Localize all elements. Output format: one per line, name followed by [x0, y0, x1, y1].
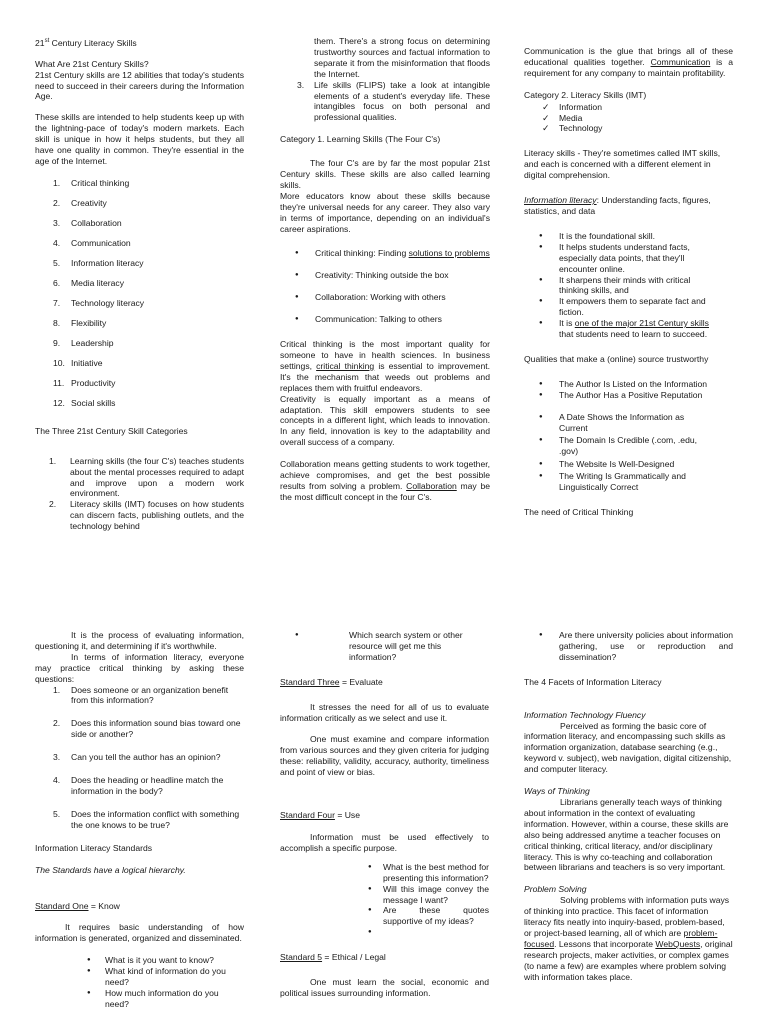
category-1-heading: Category 1. Learning Skills (The Four C's)	[280, 134, 441, 145]
list-item: 4. Does the heading or headline match the information in the body?	[53, 775, 224, 796]
hierarchy-note: The Standards have a logical hierarchy.	[35, 864, 186, 875]
standard-three-description-2: One must examine and compare information from various sources and they given criteria for judging these: reliability, validity, accuracy, authority, timeliness and point of view or bias.	[280, 734, 489, 778]
list-item: 12. Social skills	[53, 397, 116, 408]
list-item: 3. Collaboration	[53, 217, 122, 228]
policy-question-list	[524, 630, 733, 663]
list-item: ● Collaboration: Working with others	[280, 292, 490, 303]
categories-heading: The Three 21st Century Skill Categories	[35, 425, 188, 436]
webquests-link[interactable]: WebQuests	[655, 938, 701, 949]
list-item: 8. Flexibility	[53, 317, 107, 328]
need-critical-thinking-heading: The need of Critical Thinking	[524, 507, 634, 517]
list-item: ● What kind of information do you need?	[87, 966, 244, 988]
search-question-list	[280, 630, 489, 663]
list-item: ● Will this image convey the message I want?	[280, 884, 489, 906]
skills-list	[35, 178, 244, 409]
solutions-link[interactable]: solutions to problems	[408, 247, 490, 258]
itf-heading: Information Technology Fluency	[524, 709, 646, 720]
list-item: ● The Writing Is Grammatically and Linguistically Correct	[524, 471, 709, 493]
communication-paragraph: Communication is the glue that brings all of these educational qualities together. Communication is a requirement for any company to maintain profitability.	[524, 46, 733, 78]
critical-thinking-definition: It is the process of evaluating information, questioning it, and determining if it's worthwhile.	[35, 630, 244, 651]
list-item: ● It sharpens their minds with critical thinking skills, and	[524, 275, 709, 297]
standard-five-description: One must learn the social, economic and political issues surrounding information.	[280, 977, 489, 999]
collaboration-paragraph: Collaboration means getting students to work together, achieve compromises, and get the best possible results from solving a problem. Collaboration may be the most difficult concept in the four C's.	[280, 459, 490, 502]
problem-focused-link[interactable]: problem-focused	[524, 927, 718, 949]
list-item: ● The Author Has a Positive Reputation	[524, 390, 733, 401]
literacy-skills-paragraph: Literacy skills - They're sometimes called IMT skills, and each is concerned with a different element in digital comprehension.	[524, 148, 721, 181]
standard-one-questions	[35, 955, 244, 1010]
list-item: ✓ Media	[524, 113, 733, 124]
ways-of-thinking-description: Librarians generally teach ways of thinking about information in the context of evaluating information. However, within a course, these skills are also being addressed anytime a teacher focuses on critical thinking, critical literacy, and/or disciplinary literacy. This is why co-teaching and collaboration between librarians and teachers is so very important.	[524, 796, 729, 873]
bottom-left-column	[35, 630, 244, 1010]
critical-thinking-link[interactable]: critical thinking	[316, 360, 375, 371]
four-cs-paragraph-2: More educators know about these skills because they're universal needs for any career. They also vary in terms of importance, depending on an individual's career aspirations.	[280, 190, 490, 234]
qualities-list-b	[524, 412, 733, 493]
major-skills-link[interactable]: one of the major 21st Century skills	[574, 318, 709, 329]
list-item: 1. Critical thinking	[53, 177, 130, 188]
list-item: ● Critical thinking: Finding solutions to problems	[280, 248, 490, 259]
qualities-heading: Qualities that make a (online) source trustworthy	[524, 353, 709, 364]
list-item: them. There's a strong focus on determining trustworthy sources and factual information to separate it from the misinformation that floods the Internet.	[314, 36, 490, 79]
list-item: ● It is the foundational skill.	[524, 231, 709, 242]
list-item: 2. Does this information sound bias toward one side or another?	[53, 718, 241, 740]
categories-list	[35, 456, 244, 532]
communication-link[interactable]: Communication	[650, 56, 711, 67]
list-item: 7. Technology literacy	[53, 297, 145, 308]
standard-four-questions	[280, 862, 489, 938]
critical-thinking-paragraph: Critical thinking is the most important quality for someone to have in health sciences. In business settings, critical thinking is essential to improvement. It's the mechanism that weeds out problems and replaces them with fruitful endeavors.	[280, 339, 491, 393]
bottom-right-column	[524, 630, 733, 982]
list-item: ● It is one of the major 21st Century skills that students need to learn to succeed.	[524, 318, 709, 340]
list-item: ● Are there university policies about information gathering, use or reproduction and dissemination?	[524, 630, 733, 663]
list-item: 5. Does the information conflict with something the one knows to be true?	[53, 808, 240, 830]
list-item: ● The Website Is Well-Designed	[524, 459, 709, 470]
standard-one-link[interactable]: Standard One	[35, 900, 89, 911]
list-item: ● The Domain Is Credible (.com, .edu, .gov)	[524, 435, 709, 457]
list-item: ● How much information do you need?	[87, 988, 244, 1010]
list-item: ● What is the best method for presenting this information?	[280, 862, 489, 884]
problem-solving-heading: Problem Solving	[524, 884, 587, 895]
four-cs-list	[280, 248, 490, 326]
standard-one-heading: Standard One = Know	[35, 900, 120, 911]
list-item: ● The Author Is Listed on the Information	[524, 379, 733, 390]
list-item: 2. Literacy skills (IMT) focuses on how students can discern facts, publishing outlets, and the technology behind	[49, 499, 244, 532]
list-item: 1. Learning skills (the four C's) teaches students about the mental processes required to adapt and improve upon a modern work environment.	[49, 455, 244, 499]
problem-solving-description: Solving problems with information puts ways of thinking into practice. This facet of information literacy fits neatly into inquiry-based, problem-based, or project-based learning, all of which are problem-focused. Lessons that incorporate WebQuests, original research projects, maker activities, or complex games (to name a few) are examples where problem solving with information takes place.	[524, 895, 733, 982]
standard-three-description: It stresses the need for all of us to evaluate information critically as we select and use it.	[280, 701, 489, 723]
list-item: ● What is it you want to know?	[87, 955, 244, 966]
intro-paragraph: 21st Century skills are 12 abilities that today's students need to succeed in their careers during the Information Age.	[35, 69, 244, 102]
bottom-middle-column	[280, 630, 489, 999]
list-item: ● Creativity: Thinking outside the box	[280, 270, 490, 281]
creativity-paragraph: Creativity is equally important as a means of adaptation. This skill empowers students to see concepts in a different light, which leads to innovation. In any field, innovation is key to the adaptability and overall success of a company.	[280, 393, 490, 448]
standard-three-heading: Standard Three = Evaluate	[280, 676, 383, 687]
list-item: 6. Media literacy	[53, 277, 125, 288]
standards-heading: Information Literacy Standards	[35, 842, 153, 853]
information-literacy-definition: Information literacy: Understanding facts, figures, statistics, and data	[524, 195, 711, 216]
list-item: ● It empowers them to separate fact and fiction.	[524, 296, 709, 318]
ways-of-thinking-heading: Ways of Thinking	[524, 786, 590, 797]
facets-heading: The 4 Facets of Information Literacy	[524, 676, 662, 687]
information-literacy-link[interactable]: Information literacy	[524, 195, 597, 206]
list-item: 3. Can you tell the author has an opinion?	[53, 752, 221, 763]
list-item: ● It helps students understand facts, especially data points, that they'll encounter online.	[524, 242, 709, 275]
top-right-column	[524, 46, 733, 518]
list-item: ✓ Technology	[524, 123, 733, 134]
list-item: 2. Creativity	[53, 197, 107, 208]
standard-three-link[interactable]: Standard Three	[280, 676, 340, 687]
list-item: 9. Leadership	[53, 337, 114, 348]
list-item: ● Which search system or other resource will get me this information?	[280, 630, 489, 663]
list-item	[280, 927, 489, 938]
list-item: 5. Information literacy	[53, 257, 144, 268]
top-middle-column	[280, 36, 490, 503]
collaboration-link[interactable]: Collaboration	[406, 481, 457, 491]
list-item: 10. Initiative	[53, 357, 103, 368]
information-literacy-list	[524, 231, 733, 340]
list-item: ● A Date Shows the Information as Current	[524, 412, 709, 434]
category-2-heading: Category 2. Literacy Skills (IMT)	[524, 89, 647, 100]
standard-four-heading: Standard Four = Use	[280, 810, 361, 821]
list-item: ● Are these quotes supportive of my ideas?	[280, 905, 489, 927]
standard-one-description: It requires basic understanding of how information is generated, organized and disseminated.	[35, 922, 244, 944]
list-item: 11. Productivity	[53, 377, 116, 388]
standard-five-link[interactable]: Standard 5	[280, 952, 323, 963]
top-left-column	[35, 36, 244, 532]
list-item: ✓ Information	[524, 102, 733, 113]
question-heading: What Are 21st Century Skills?	[35, 58, 149, 69]
imt-list	[524, 101, 733, 135]
qualities-list-a	[524, 379, 733, 401]
itf-description: Perceived as forming the basic core of information literacy, and encompassing such skills as information organization, database searching (e.g., keyword v. subject), web navigation, digital citizenship, and computer literacy.	[524, 720, 732, 775]
questions-list	[35, 685, 244, 831]
critical-thinking-questions-intro: In terms of information literacy, everyone may practice critical thinking by asking these questions:	[35, 651, 244, 684]
intro-paragraph-2: These skills are intended to help students keep up with the lightning-pace of today's modern markets. Each skill is unique in how it helps students, but they all have one quality in common. They're essential in the age of the Internet.	[35, 112, 244, 167]
list-item: 1. Does someone or an organization benefit from this information?	[53, 684, 229, 706]
standard-five-heading: Standard 5 = Ethical / Legal	[280, 952, 386, 963]
standard-four-description: Information must be used effectively to accomplish a specific purpose.	[280, 831, 489, 853]
list-item: 3. Life skills (FLIPS) take a look at intangible elements of a student's everyday life. These intangibles focus on both personal and professional qualities.	[297, 79, 490, 123]
list-item: 4. Communication	[53, 237, 131, 248]
categories-list-continued	[280, 36, 490, 123]
four-cs-paragraph: The four C's are by far the most popular 21st Century skills. These skills are also called learning skills.	[280, 158, 490, 190]
list-item: ● Communication: Talking to others	[280, 314, 490, 325]
page-title: 21st Century Literacy Skills	[35, 37, 137, 48]
standard-four-link[interactable]: Standard Four	[280, 810, 335, 821]
